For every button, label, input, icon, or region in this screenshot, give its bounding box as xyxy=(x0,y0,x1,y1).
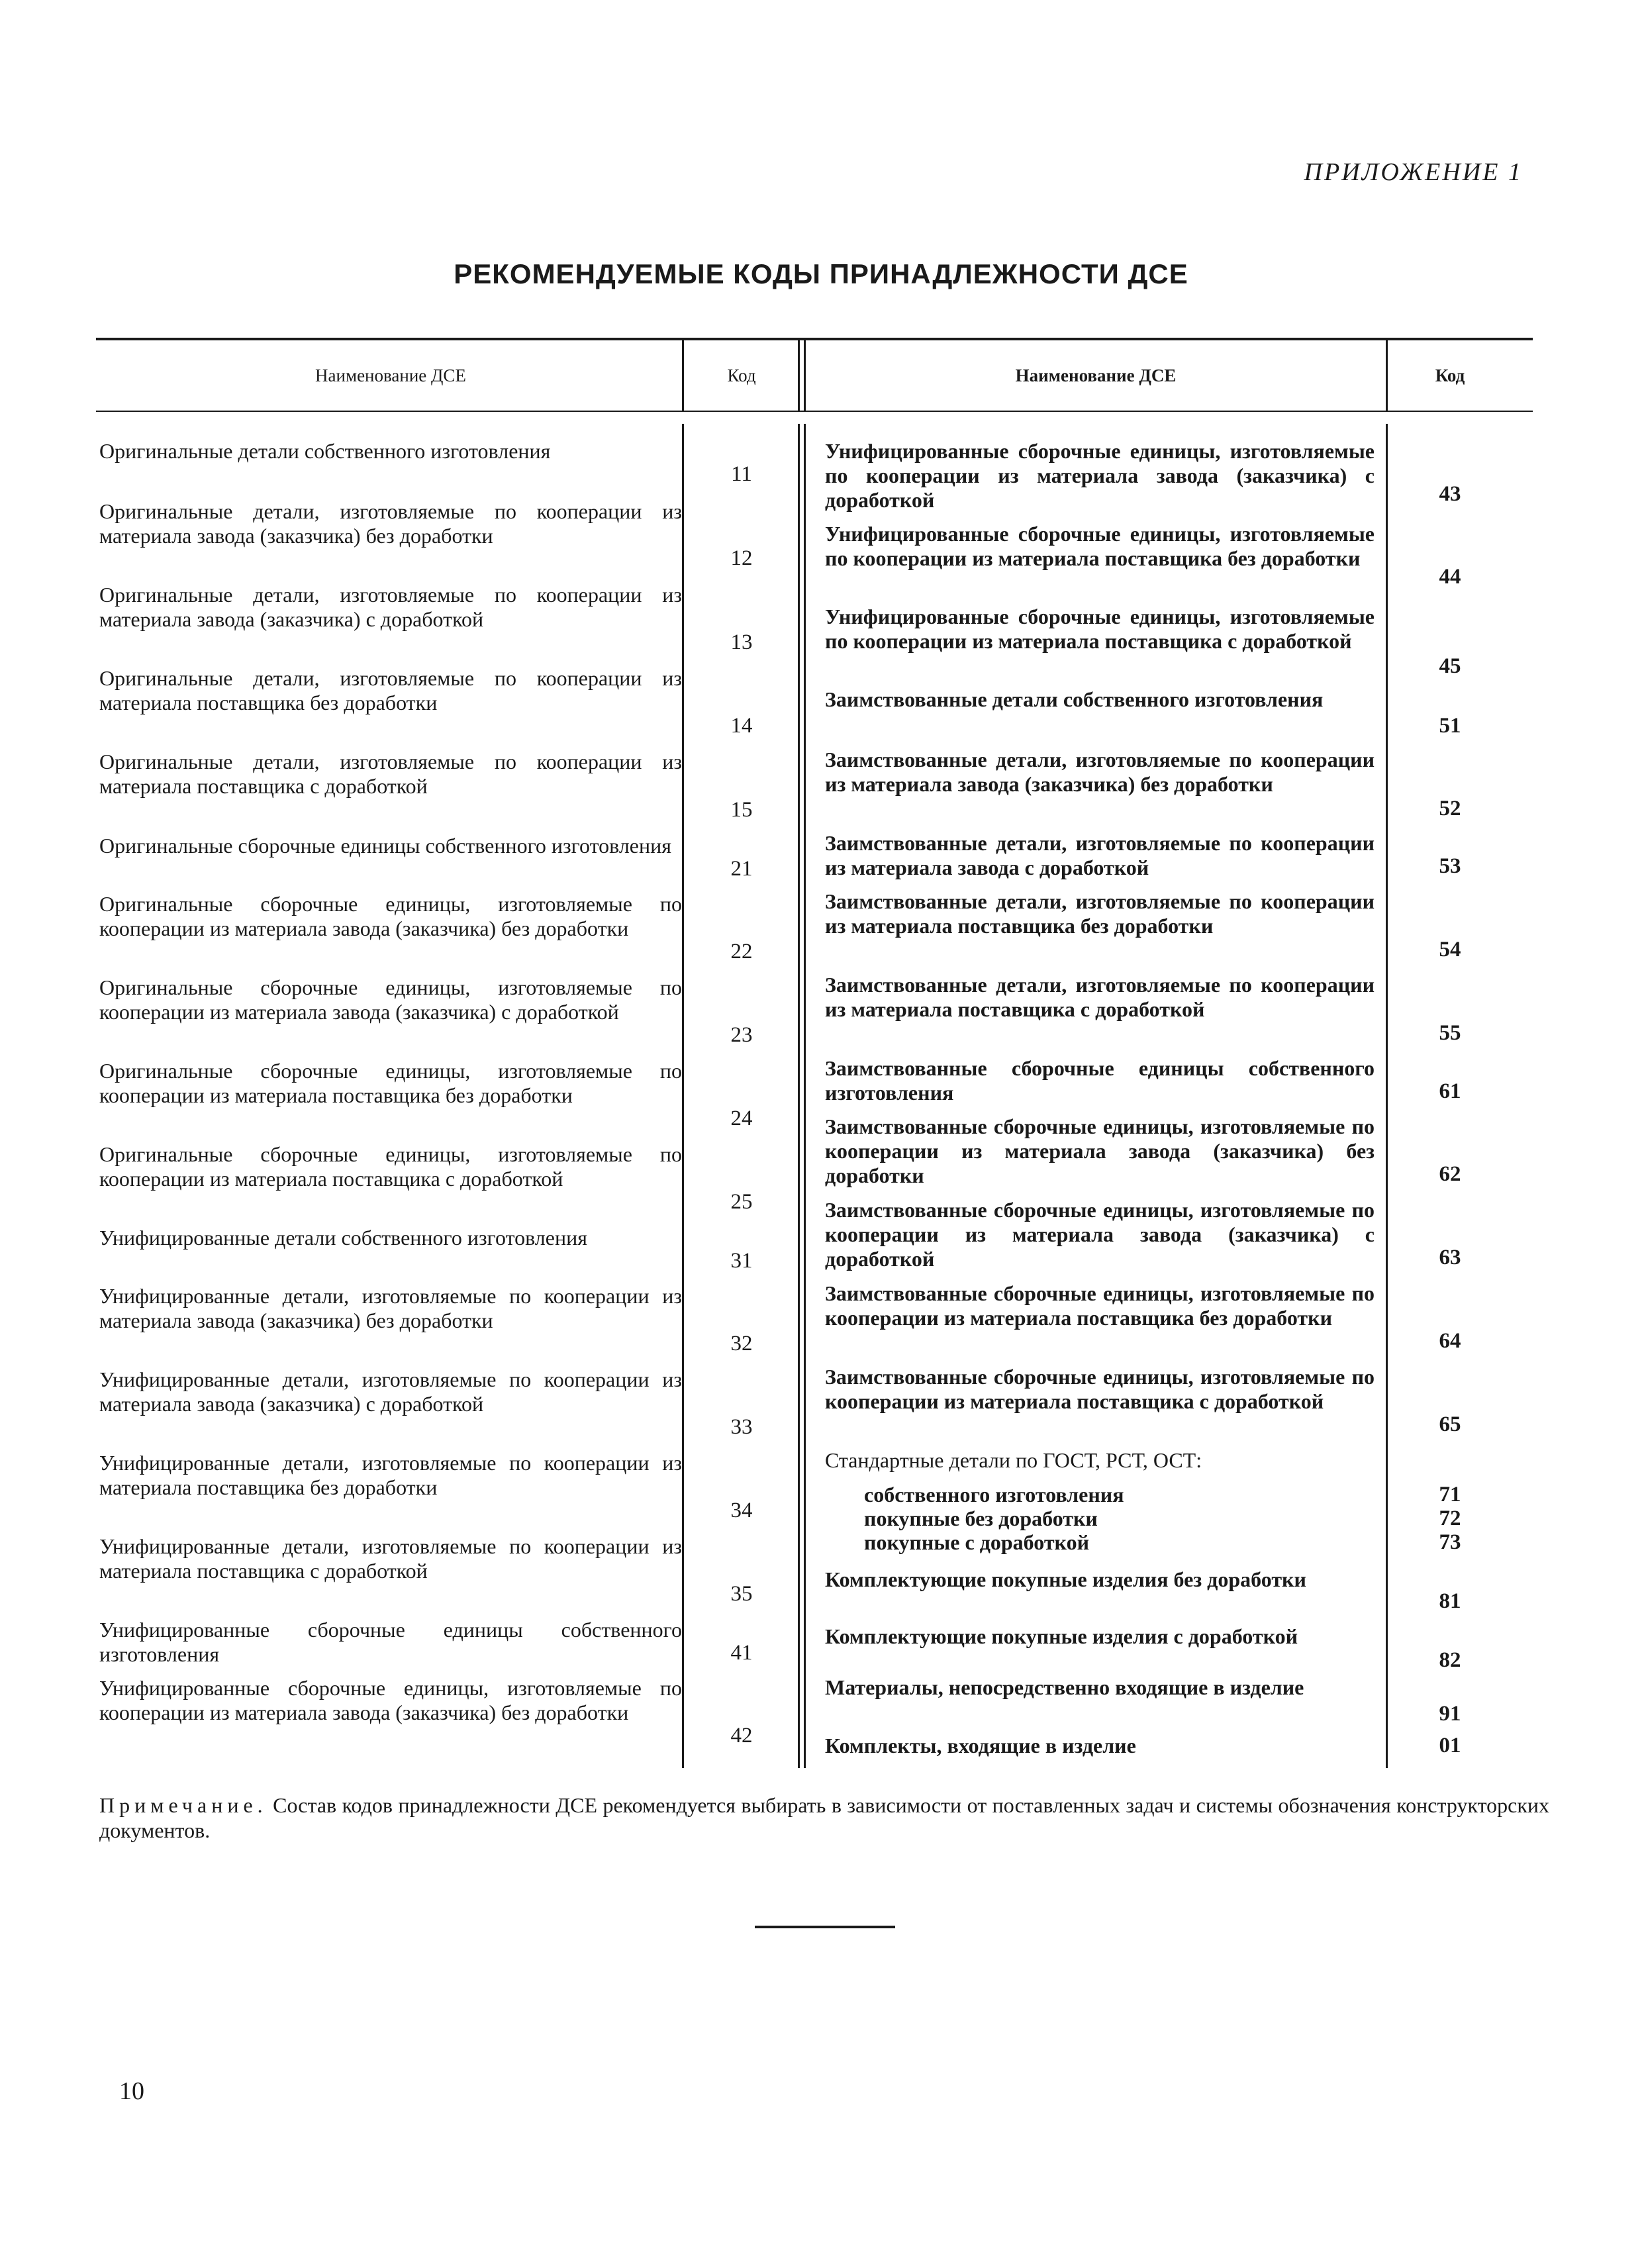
right-row-code: 82 xyxy=(1439,1648,1461,1672)
right-row-code: 64 xyxy=(1439,1329,1461,1353)
right-row-name: Заимствованные сборочные единицы, изготовляемые по кооперации из материала поставщика без доработки xyxy=(825,1281,1375,1330)
right-row-code: 63 xyxy=(1439,1246,1461,1269)
left-row-name: Оригинальные сборочные единицы, изготовляемые по кооперации из материала завода (заказчика) с доработкой xyxy=(99,975,682,1024)
appendix-label: ПРИЛОЖЕНИЕ 1 xyxy=(1304,158,1523,186)
left-row-code: 12 xyxy=(730,546,753,570)
column-divider xyxy=(804,339,806,411)
footnote-text: Состав кодов принадлежности ДСЕ рекомендуется выбирать в зависимости от поставленных задач и системы обозначения конструкторских документов. xyxy=(99,1793,1550,1842)
left-row-code: 42 xyxy=(730,1724,753,1748)
right-row-code: 81 xyxy=(1439,1589,1461,1613)
end-rule xyxy=(755,1926,895,1928)
left-row-code: 13 xyxy=(730,630,753,654)
right-row-code: 43 xyxy=(1439,482,1461,506)
right-row-code: 62 xyxy=(1439,1162,1461,1186)
left-row-name: Оригинальные сборочные единицы, изготовляемые по кооперации из материала поставщика без доработки xyxy=(99,1059,682,1107)
column-divider xyxy=(682,424,684,1768)
right-row-code: 55 xyxy=(1439,1021,1461,1045)
left-row-name: Унифицированные детали собственного изготовления xyxy=(99,1226,587,1250)
column-divider xyxy=(804,424,806,1768)
left-row-code: 25 xyxy=(730,1190,753,1214)
left-row-code: 34 xyxy=(730,1499,753,1522)
left-row-code: 21 xyxy=(730,857,753,881)
header-bottom-rule xyxy=(96,411,1533,412)
table-top-rule xyxy=(96,338,1533,340)
left-row-name: Оригинальные детали, изготовляемые по кооперации из материала завода (заказчика) с доработкой xyxy=(99,583,682,631)
right-row-code: 54 xyxy=(1439,938,1461,961)
right-row-name: Заимствованные сборочные единицы собственного изготовления xyxy=(825,1056,1375,1105)
column-divider xyxy=(798,424,800,1768)
left-row-code: 41 xyxy=(730,1641,753,1665)
standard-parts-code: 71 xyxy=(1439,1483,1461,1506)
right-row-name: Заимствованные сборочные единицы, изготовляемые по кооперации из материала поставщика с доработкой xyxy=(825,1365,1375,1413)
left-row-code: 32 xyxy=(730,1332,753,1356)
left-row-code: 24 xyxy=(730,1107,753,1130)
right-row-name: Унифицированные сборочные единицы, изготовляемые по кооперации из материала завода (заказчика) с доработкой xyxy=(825,439,1375,512)
standard-parts-code: 72 xyxy=(1439,1506,1461,1530)
standard-parts-item: покупные с доработкой xyxy=(864,1530,1089,1554)
column-divider xyxy=(1386,424,1388,1768)
left-row-name: Оригинальные сборочные единицы, изготовляемые по кооперации из материала поставщика с доработкой xyxy=(99,1142,682,1191)
left-row-name: Оригинальные детали, изготовляемые по кооперации из материала поставщика без доработки xyxy=(99,666,682,715)
right-row-name: Комплекты, входящие в изделие xyxy=(825,1734,1136,1757)
left-row-name: Унифицированные детали, изготовляемые по кооперации из материала завода (заказчика) без доработки xyxy=(99,1284,682,1332)
left-row-name: Унифицированные детали, изготовляемые по кооперации из материала завода (заказчика) с доработкой xyxy=(99,1367,682,1416)
right-row-name: Унифицированные сборочные единицы, изготовляемые по кооперации из материала поставщика без доработки xyxy=(825,522,1375,570)
standard-parts-code: 73 xyxy=(1439,1530,1461,1554)
left-row-code: 22 xyxy=(730,940,753,963)
left-row-name: Оригинальные сборочные единицы, изготовляемые по кооперации из материала завода (заказчика) без доработки xyxy=(99,892,682,940)
left-row-code: 31 xyxy=(730,1249,753,1273)
right-row-code: 51 xyxy=(1439,714,1461,738)
header-left-name: Наименование ДСЕ xyxy=(315,366,466,385)
right-row-code: 44 xyxy=(1439,565,1461,589)
left-row-name: Унифицированные сборочные единицы собственного изготовления xyxy=(99,1618,682,1666)
right-row-name: Комплектующие покупные изделия без доработки xyxy=(825,1567,1306,1591)
right-row-name: Заимствованные детали, изготовляемые по кооперации из материала поставщика с доработкой xyxy=(825,973,1375,1021)
left-row-code: 11 xyxy=(731,462,752,486)
right-row-name: Заимствованные детали, изготовляемые по кооперации из материала завода с доработкой xyxy=(825,831,1375,879)
page-title: РЕКОМЕНДУЕМЫЕ КОДЫ ПРИНАДЛЕЖНОСТИ ДСЕ xyxy=(454,258,1188,289)
left-row-name: Унифицированные детали, изготовляемые по кооперации из материала поставщика без доработки xyxy=(99,1451,682,1499)
right-row-code: 61 xyxy=(1439,1079,1461,1103)
right-row-name: Заимствованные детали, изготовляемые по кооперации из материала поставщика без доработки xyxy=(825,889,1375,938)
right-row-code: 65 xyxy=(1439,1412,1461,1436)
header-right-code: Код xyxy=(1435,366,1465,385)
left-row-name: Унифицированные детали, изготовляемые по кооперации из материала поставщика с доработкой xyxy=(99,1534,682,1583)
footnote-lead: Примечание. xyxy=(99,1793,267,1817)
left-row-code: 15 xyxy=(730,798,753,822)
right-row-code: 91 xyxy=(1439,1702,1461,1726)
left-row-code: 14 xyxy=(730,714,753,738)
right-row-code: 01 xyxy=(1439,1734,1461,1757)
left-row-code: 35 xyxy=(730,1582,753,1606)
column-divider xyxy=(798,339,800,411)
header-right-name: Наименование ДСЕ xyxy=(1015,366,1177,385)
right-row-name: Заимствованные сборочные единицы, изготовляемые по кооперации из материала завода (заказчика) с доработкой xyxy=(825,1198,1375,1271)
left-row-code: 23 xyxy=(730,1023,753,1047)
left-row-code: 33 xyxy=(730,1415,753,1439)
standard-parts-item: покупные без доработки xyxy=(864,1506,1098,1530)
right-row-code: 53 xyxy=(1439,854,1461,878)
column-divider xyxy=(1386,339,1388,411)
standard-parts-item: собственного изготовления xyxy=(864,1483,1124,1506)
page-number: 10 xyxy=(119,2077,144,2105)
right-row-name: Заимствованные детали, изготовляемые по кооперации из материала завода (заказчика) без доработки xyxy=(825,748,1375,796)
left-row-name: Оригинальные детали собственного изготовления xyxy=(99,439,551,463)
right-row-name: Комплектующие покупные изделия с доработкой xyxy=(825,1624,1298,1648)
footnote xyxy=(99,1793,1549,1843)
right-row-name: Унифицированные сборочные единицы, изготовляемые по кооперации из материала поставщика с доработкой xyxy=(825,605,1375,653)
left-row-name: Унифицированные сборочные единицы, изготовляемые по кооперации из материала завода (заказчика) без доработки xyxy=(99,1676,682,1724)
left-row-name: Оригинальные детали, изготовляемые по кооперации из материала поставщика с доработкой xyxy=(99,750,682,798)
right-row-name: Заимствованные сборочные единицы, изготовляемые по кооперации из материала завода (заказчика) без доработки xyxy=(825,1114,1375,1187)
column-divider xyxy=(682,339,684,411)
right-row-code: 52 xyxy=(1439,797,1461,820)
left-row-name: Оригинальные детали, изготовляемые по кооперации из материала завода (заказчика) без доработки xyxy=(99,499,682,548)
left-row-name: Оригинальные сборочные единицы собственного изготовления xyxy=(99,834,671,858)
header-left-code: Код xyxy=(727,366,756,385)
right-row-code: 45 xyxy=(1439,654,1461,678)
right-row-name: Материалы, непосредственно входящие в изделие xyxy=(825,1675,1304,1699)
right-row-name: Заимствованные детали собственного изготовления xyxy=(825,687,1324,711)
standard-parts-heading: Стандартные детали по ГОСТ, РСТ, ОСТ: xyxy=(825,1448,1202,1472)
